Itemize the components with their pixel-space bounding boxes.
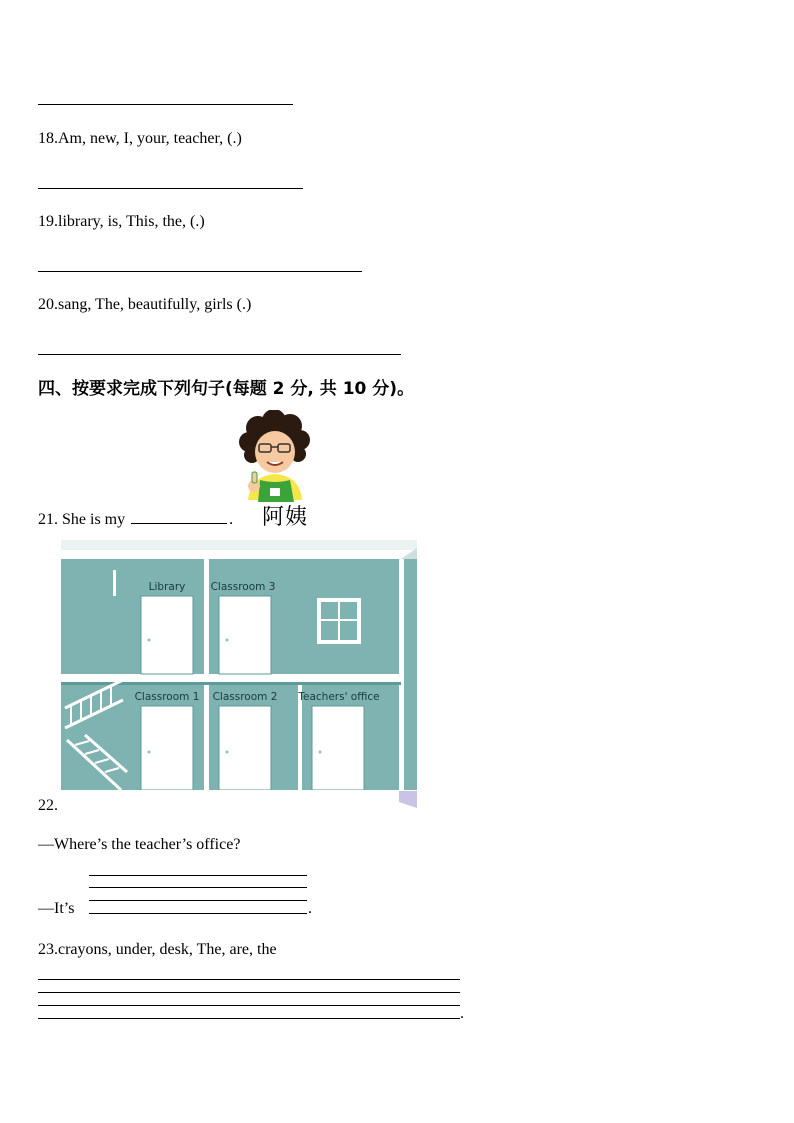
label-classroom-2: Classroom 2 xyxy=(212,691,278,703)
answer-line-17 xyxy=(38,104,293,105)
question-22-answer-prefix: —It’s xyxy=(38,900,75,917)
school-building-illustration xyxy=(61,540,417,808)
answer-line-23a xyxy=(38,979,460,980)
question-22-number: 22. xyxy=(38,797,58,814)
question-22-question: —Where’s the teacher’s office? xyxy=(38,836,241,853)
answer-line-22b xyxy=(89,887,307,888)
label-classroom-3: Classroom 3 xyxy=(210,581,276,593)
answer-blank-21[interactable] xyxy=(131,509,227,524)
aunt-caption: 阿姨 xyxy=(262,505,309,530)
label-classroom-1: Classroom 1 xyxy=(134,691,200,703)
answer-line-19 xyxy=(38,271,362,272)
section-heading: 四、按要求完成下列句子(每题 2 分, 共 10 分)。 xyxy=(38,379,415,399)
answer-line-22a xyxy=(89,875,307,876)
question-21 xyxy=(38,509,233,529)
question-23-suffix: . xyxy=(460,1005,464,1022)
answer-line-23b xyxy=(38,992,460,993)
answer-line-18 xyxy=(38,188,303,189)
question-22-answer-suffix: . xyxy=(308,900,312,917)
label-library: Library xyxy=(148,581,186,593)
answer-line-22c xyxy=(89,900,307,901)
answer-line-20 xyxy=(38,354,401,355)
label-teachers-office: Teachers' office xyxy=(298,691,380,703)
answer-line-23d[interactable] xyxy=(38,1018,460,1019)
answer-line-22d[interactable] xyxy=(89,913,307,914)
question-23: 23.crayons, under, desk, The, are, the xyxy=(38,941,277,958)
question-21-suffix: . xyxy=(229,511,234,528)
question-19: 19.library, is, This, the, (.) xyxy=(38,213,205,230)
question-18: 18.Am, new, I, your, teacher, (.) xyxy=(38,130,242,147)
question-21-prefix: 21. She is my xyxy=(38,511,126,528)
question-20: 20.sang, The, beautifully, girls (.) xyxy=(38,296,252,313)
answer-line-23c xyxy=(38,1005,460,1006)
